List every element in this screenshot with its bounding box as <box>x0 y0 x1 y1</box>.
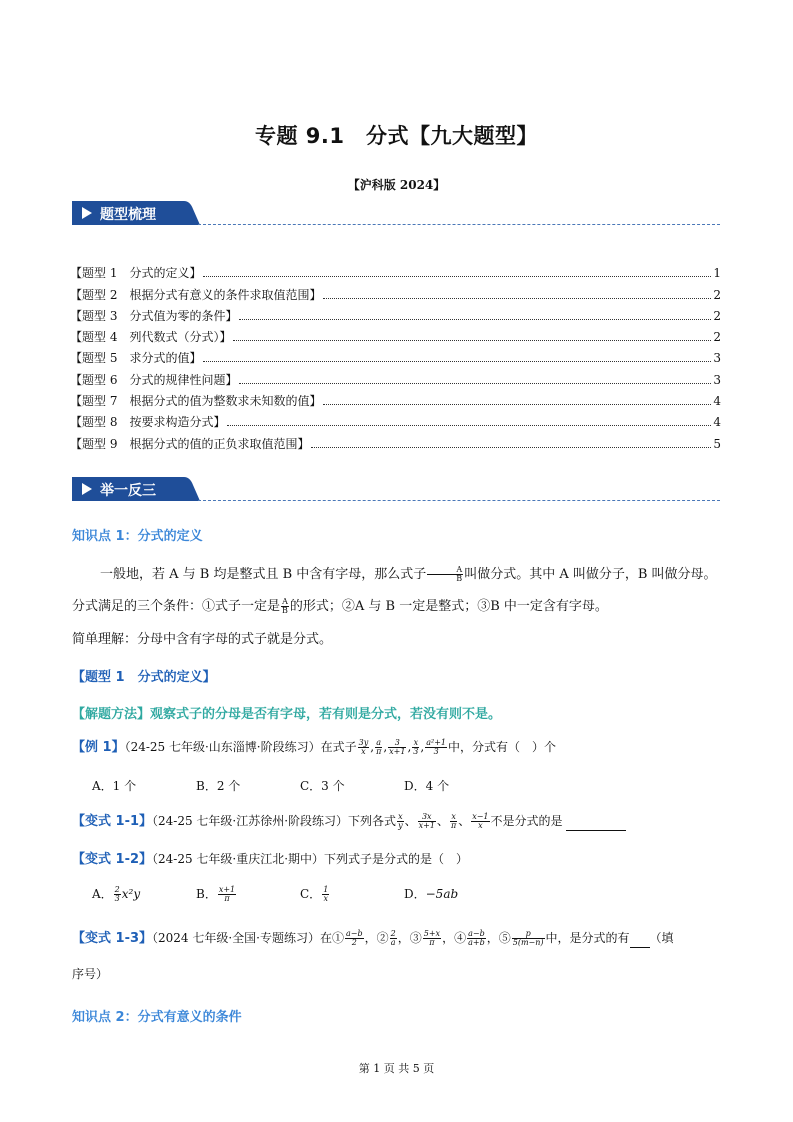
simple-understanding: 简单理解：分母中含有字母的式子就是分式。 <box>72 632 333 647</box>
option-a[interactable]: A．1 个 <box>92 779 137 793</box>
option-d[interactable]: D．−5ab <box>404 887 459 901</box>
toc-item[interactable]: 【题型 1 分式的定义】 1 <box>70 266 721 281</box>
page-subtitle: 【沪科版 2024】 <box>347 178 446 192</box>
play-icon <box>82 483 92 495</box>
option-c[interactable]: C． $\frac{1}{x}$ <box>300 885 329 903</box>
banner-label: 举一反三 <box>100 483 156 499</box>
toc-item[interactable]: 【题型 4 列代数式（分式）】 2 <box>70 330 721 345</box>
answer-blank[interactable] <box>630 935 650 948</box>
page-title: 专题 9.1 分式【九大题型】 <box>254 124 538 148</box>
toc-item[interactable]: 【题型 8 按要求构造分式】 4 <box>70 415 721 430</box>
variant-1-1: 【变式 1-1】（24-25 七年级·江苏徐州·阶段练习）下列各式 $\frac{x}{y}$ 、 $\frac{3x}{x+1}$ 、 $\frac{x}{\pi}$ 、 $\frac{x-1}{x}$ 不是分式的是 <box>72 812 722 831</box>
option-a[interactable]: A． $\frac{2}{3}$ x²y <box>92 885 141 903</box>
example-1-options <box>92 777 742 795</box>
toc-item[interactable]: 【题型 5 求分式的值】 3 <box>70 351 721 366</box>
divider <box>198 500 720 501</box>
variant-1-2-options <box>92 885 742 903</box>
option-b[interactable]: B．2 个 <box>196 779 241 793</box>
type-heading: 【题型 1 分式的定义】 <box>72 670 216 685</box>
banner-label: 题型梳理 <box>100 207 156 223</box>
conditions-paragraph: 分式满足的三个条件：①式子一定是 $\frac{A}{B}$ 的形式；②A 与 B 一定是整式；③B 中一定含有字母。 <box>72 597 608 615</box>
play-icon <box>82 207 92 219</box>
section-banner-practice <box>72 477 198 501</box>
solution-method: 【解题方法】观察式子的分母是否有字母，若有则是分式，若没有则不是。 <box>72 707 502 722</box>
page-footer: 第 1 页 共 5 页 <box>358 1062 435 1075</box>
answer-blank[interactable] <box>566 818 626 831</box>
variant-1-3-cont: 序号） <box>72 967 109 981</box>
divider <box>198 224 720 225</box>
option-d[interactable]: D．4 个 <box>404 779 450 793</box>
option-b[interactable]: B． $\frac{x+1}{\pi}$ <box>196 885 236 903</box>
toc-item[interactable]: 【题型 2 根据分式有意义的条件求取值范围】 2 <box>70 287 721 302</box>
option-c[interactable]: C．3 个 <box>300 779 345 793</box>
section-banner-toc <box>72 201 198 225</box>
toc-item[interactable]: 【题型 7 根据分式的值为整数求未知数的值】 4 <box>70 394 721 409</box>
table-of-contents <box>70 259 721 451</box>
knowledge-point-heading: 知识点 1：分式的定义 <box>72 529 203 544</box>
toc-item[interactable]: 【题型 3 分式值为零的条件】 2 <box>70 308 721 323</box>
example-1: 【例 1】（24-25 七年级·山东淄博·阶段练习）在式子 $\frac{3y}{x}$ , $\frac{a}{\pi}$ , $\frac{3}{x+1}$ , $\frac{x}{3}$ , $\frac{\text{a²+1}}{3}$ 中，分式有（ ）个 <box>72 738 557 756</box>
variant-1-3: 【变式 1-3】（2024 七年级·全国·专题练习）在① $\frac{a-b}{2}$ ，② $\frac{2}{a}$ ，③ $\frac{5+x}{\pi}$ ，④ $\frac{a-b}{a+b}$ ，⑤ $\frac{p}{5(m-n)}$ 中，是分式的有 （填 <box>72 929 674 947</box>
toc-item[interactable]: 【题型 9 根据分式的值的正负求取值范围】 5 <box>70 436 721 451</box>
toc-item[interactable]: 【题型 6 分式的规律性问题】 3 <box>70 372 721 387</box>
variant-1-2: 【变式 1-2】（24-25 七年级·重庆江北·期中）下列式子是分式的是（ ） <box>72 852 469 867</box>
knowledge-point-heading: 知识点 2：分式有意义的条件 <box>72 1010 242 1025</box>
definition-paragraph: 一般地，若 A 与 B 均是整式且 B 中含有字母，那么式子 $\frac{A}{B}$ 叫做分式。其中 A 叫做分子，B 叫做分母。 <box>100 565 717 583</box>
